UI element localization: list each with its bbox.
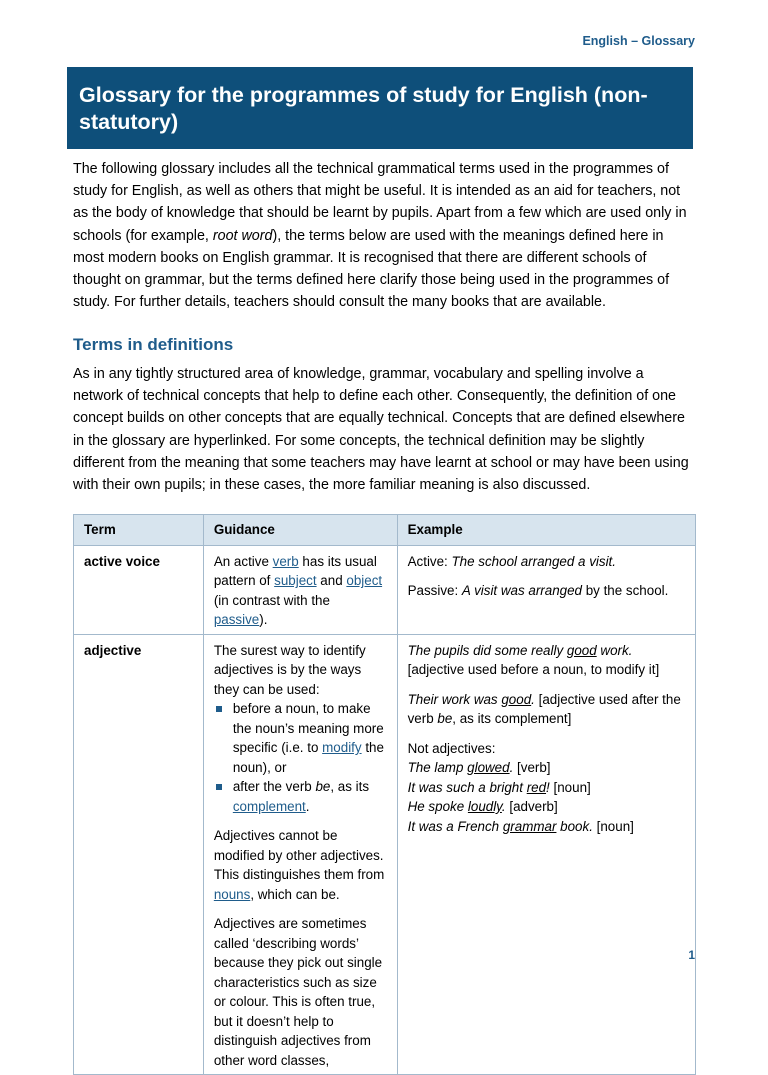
text: Their work was xyxy=(407,691,502,707)
table-header-row xyxy=(74,515,696,546)
text: the noun), or xyxy=(232,740,384,775)
term-cell: adjective xyxy=(74,634,204,1075)
text: . xyxy=(531,691,535,707)
text: The pupils did some really xyxy=(407,642,567,658)
text: by the school. xyxy=(582,583,669,598)
glossary-table xyxy=(73,514,696,1075)
running-header: English – Glossary xyxy=(582,34,695,48)
text: has its usual pattern of xyxy=(213,553,377,588)
text: and xyxy=(316,573,347,588)
text: , which can be. xyxy=(250,886,340,902)
link-object[interactable]: object xyxy=(346,573,383,588)
example-item xyxy=(408,641,685,680)
page-title: Glossary for the programmes of study for English (non-statutory) xyxy=(79,83,648,134)
text: . xyxy=(305,798,310,814)
header-guidance: Guidance xyxy=(203,515,397,546)
text: red xyxy=(526,779,547,795)
example-text: The school arranged a visit. xyxy=(451,553,616,569)
text: Passive: xyxy=(407,583,462,598)
link-subject[interactable]: subject xyxy=(274,573,317,588)
guidance-cell xyxy=(203,545,397,634)
intro-text: The following glossary includes all the technical grammatical terms used in the programmes of study for English, as well as others that might be useful. It is intended as an aid for teachers, not as the body of knowledge that should be learnt by pupils. Apart from a few which are used only in schools (for example, xyxy=(73,161,687,244)
text: It was a French xyxy=(407,818,503,834)
title-banner xyxy=(67,67,693,149)
text: loudly xyxy=(467,799,502,814)
text: grammar xyxy=(502,818,557,834)
text: . xyxy=(501,799,506,814)
section-heading: Terms in definitions xyxy=(73,335,234,354)
guidance-paragraph xyxy=(214,826,387,904)
text: , as its xyxy=(330,779,370,794)
intro-paragraph xyxy=(73,158,697,313)
table-row xyxy=(74,634,696,1075)
text: book. xyxy=(556,818,593,834)
text: He spoke xyxy=(407,799,468,814)
term-cell: active voice xyxy=(74,545,204,634)
text: glowed xyxy=(467,760,510,775)
text: Active: xyxy=(407,553,452,569)
text: [adjective used before a noun, to modify it] xyxy=(407,662,660,677)
text: , as its complement] xyxy=(452,711,572,726)
header-term: Term xyxy=(74,515,204,546)
intro-text-end: ), the terms below are used with the meanings defined here in most modern books on English grammar. It is recognised that there are different schools of thought on grammar, but the terms defined here clarify those being used in the programmes of study. For further details, teachers should consult the many books that are available. xyxy=(73,227,670,311)
text: work. xyxy=(596,642,633,658)
text: good xyxy=(501,691,532,707)
text: [noun] xyxy=(549,779,591,795)
text: be xyxy=(315,779,331,794)
text: . xyxy=(509,760,514,775)
guidance-paragraph: Adjectives are sometimes called ‘describing words’ because they pick out single characteristics such as size or colour. This is often true, but it doesn’t help to distinguish adjectives from other word classes, xyxy=(213,916,383,1068)
section-paragraph: As in any tightly structured area of knowledge, grammar, vocabulary and spelling involve a network of technical concepts that help to define each other. Consequently, the definition of one concept builds on other concepts that are equally technical. Concepts that are defined elsewhere in the glossary are hyperlinked. For some concepts, the technical definition may be slightly different from the meaning that some teachers may have learnt at school or may have been using with their own pupils; in these cases, the more familiar meaning is also discussed. xyxy=(73,366,689,494)
example-cell xyxy=(397,634,695,1075)
guidance-intro: The surest way to identify adjectives is by the ways they can be used: xyxy=(213,642,366,697)
guidance-cell xyxy=(203,634,397,1075)
text: [verb] xyxy=(513,760,551,775)
page-number: 1 xyxy=(688,948,695,962)
text: [adverb] xyxy=(505,799,558,814)
text: It was such a bright xyxy=(407,779,527,795)
intro-emphasis: root word xyxy=(212,227,273,244)
example-passive xyxy=(408,581,685,601)
example-item xyxy=(408,739,685,837)
text: Not adjectives: xyxy=(407,740,496,756)
text: Adjectives cannot be modified by other adjectives. This distinguishes them from xyxy=(213,828,385,882)
text: ! xyxy=(546,779,550,795)
header-example: Example xyxy=(397,515,695,546)
text: good xyxy=(566,642,597,658)
table-row xyxy=(74,545,696,634)
link-complement[interactable]: complement xyxy=(232,798,306,814)
example-item xyxy=(408,690,685,729)
link-verb[interactable]: verb xyxy=(272,553,299,569)
guidance-list xyxy=(214,699,387,816)
text: (in contrast with the xyxy=(213,592,330,608)
text: before a noun, to make the noun’s meaning more specific (i.e. to xyxy=(232,701,384,755)
text: after the verb xyxy=(232,779,316,794)
list-item xyxy=(214,777,387,816)
text: ). xyxy=(259,612,268,627)
text: [noun] xyxy=(592,818,634,834)
link-passive[interactable]: passive xyxy=(213,612,260,627)
list-item xyxy=(214,699,387,777)
text: be xyxy=(437,711,453,726)
example-active xyxy=(408,552,685,572)
text: An active xyxy=(213,553,273,569)
example-text: A visit was arranged xyxy=(461,583,582,598)
example-cell xyxy=(397,545,695,634)
text: The lamp xyxy=(407,760,468,775)
link-modify[interactable]: modify xyxy=(322,740,362,755)
link-nouns[interactable]: nouns xyxy=(213,886,251,902)
text: [adjective used after the verb xyxy=(407,691,681,726)
